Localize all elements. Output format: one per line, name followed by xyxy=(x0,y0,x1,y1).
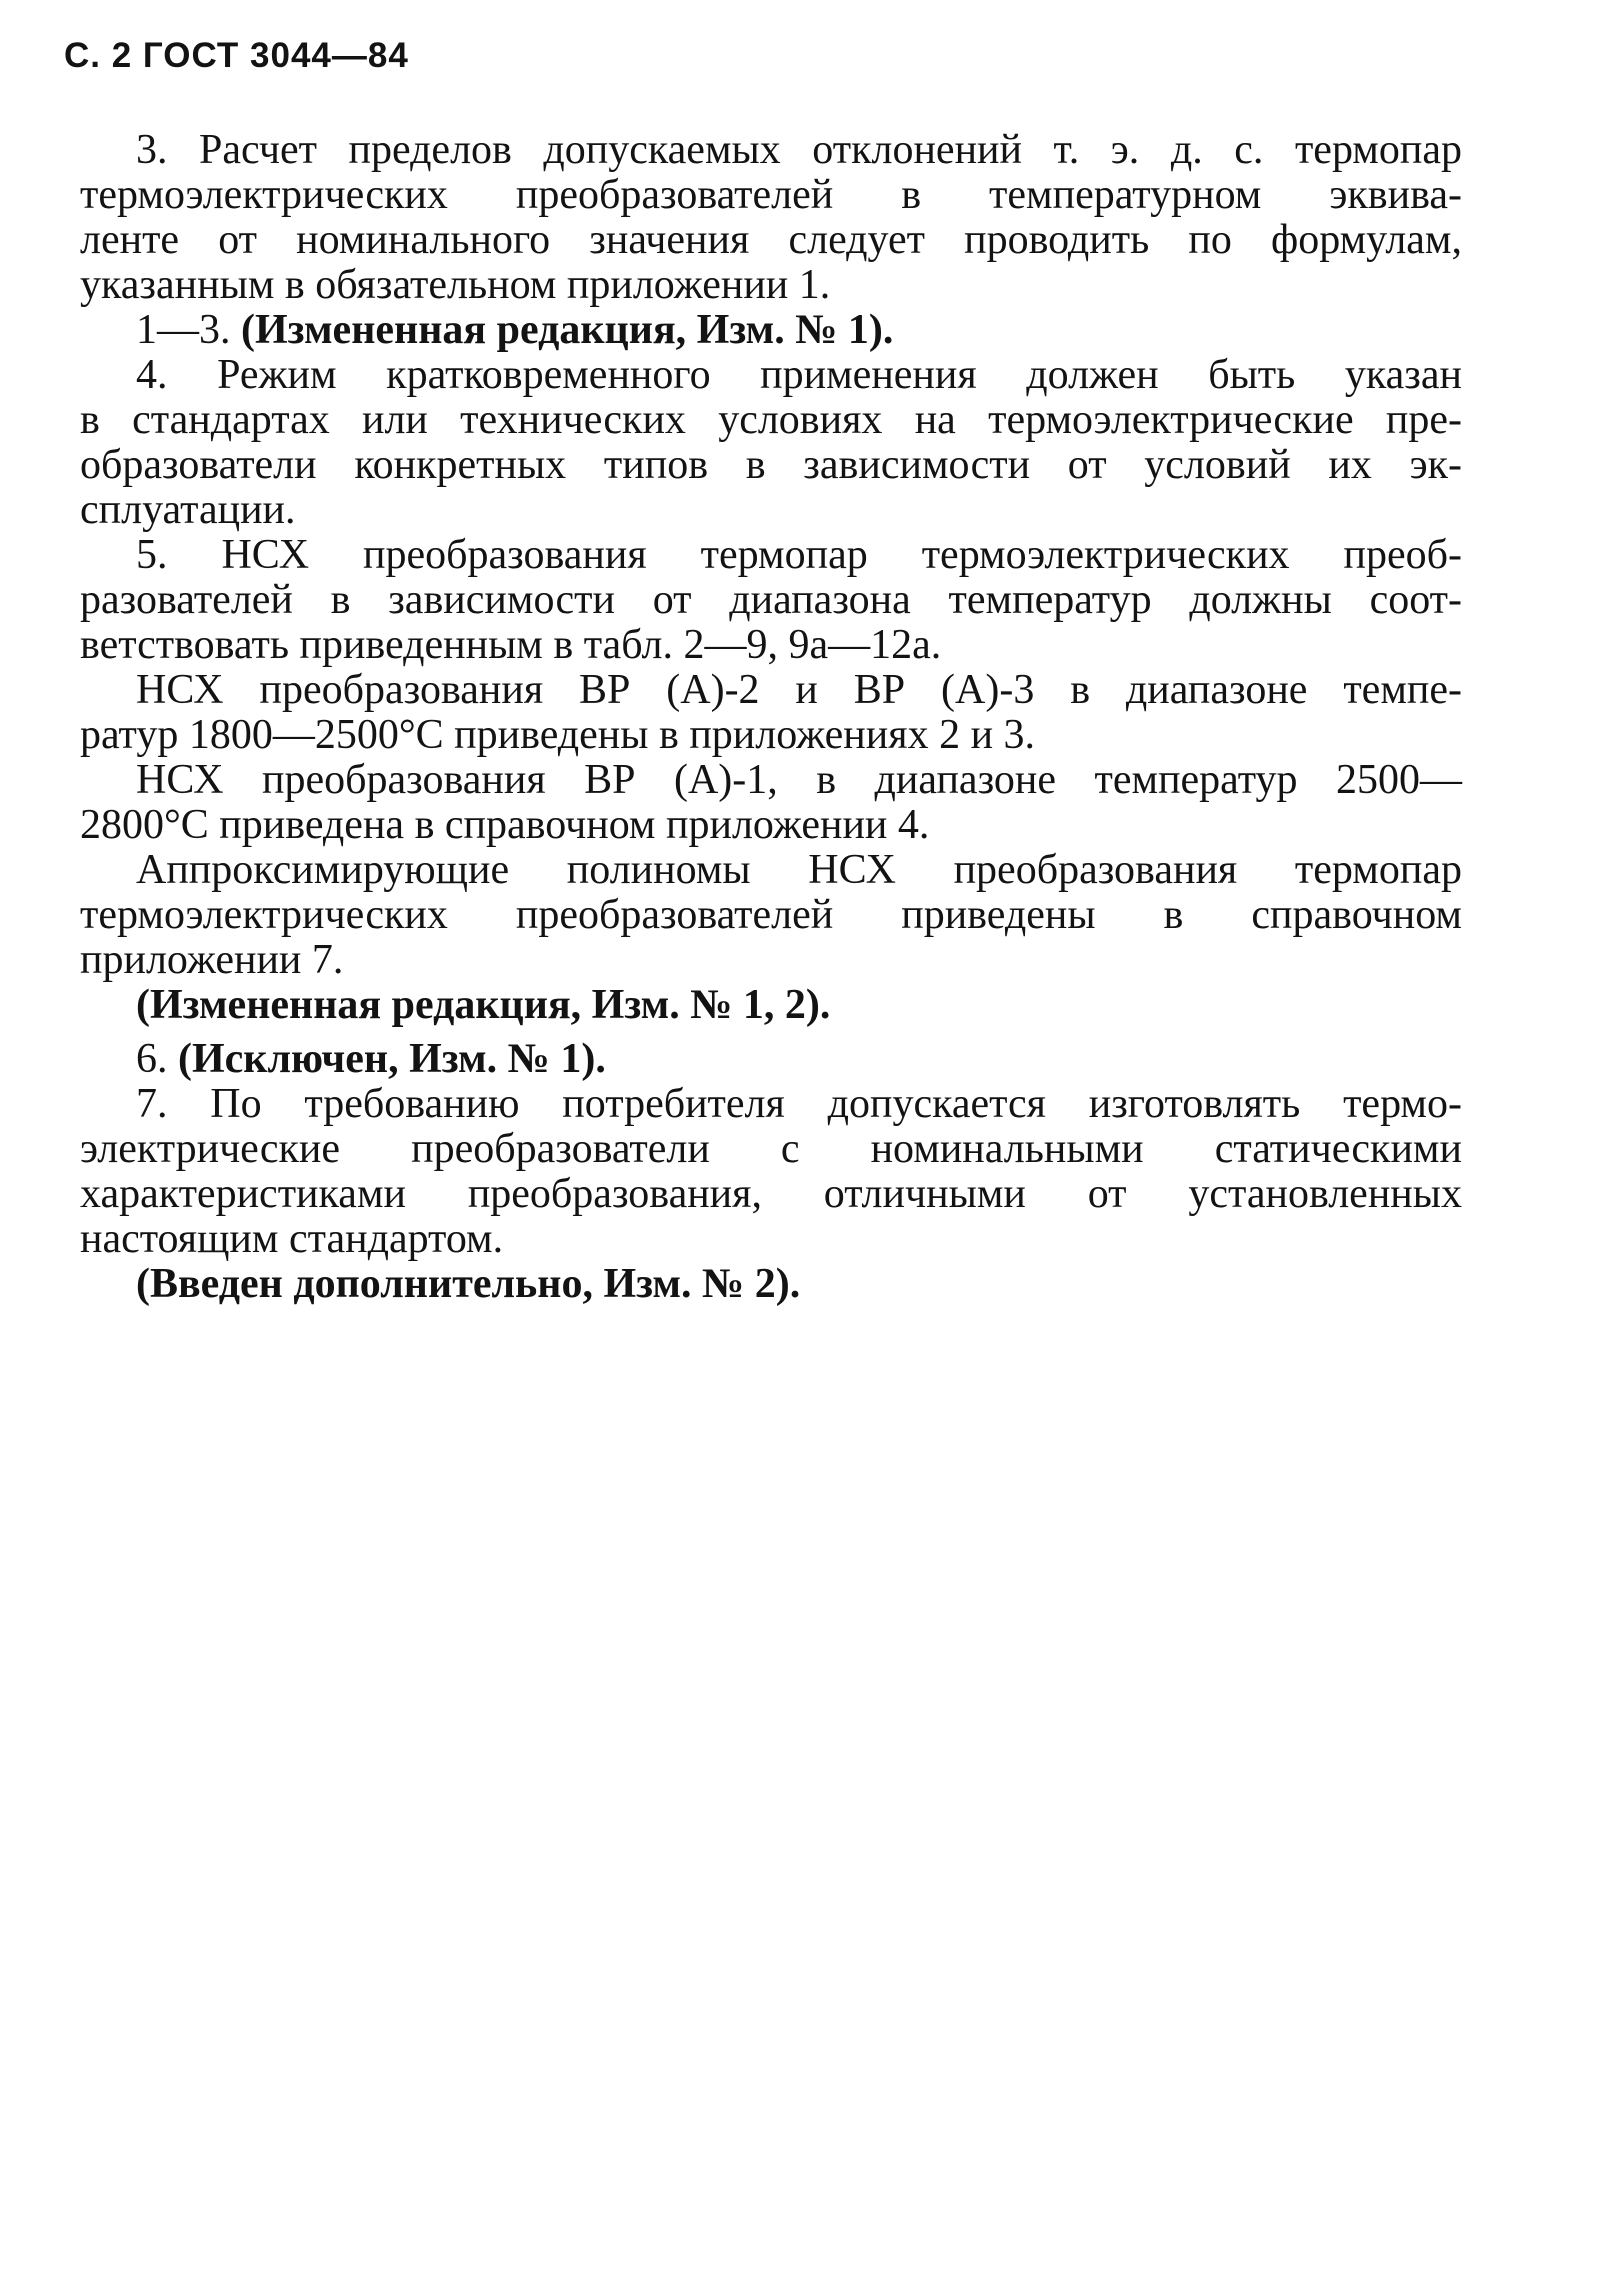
text-line xyxy=(80,173,1462,218)
text-segment: термоэлектрических преобразователей в температурном эквива- xyxy=(80,172,1462,218)
text-line xyxy=(80,353,1462,398)
text-segment: (Измененная редакция, Изм. № 1, 2). xyxy=(136,982,831,1028)
text-segment: настоящим стандартом. xyxy=(80,1216,504,1262)
paragraph-clause-3 xyxy=(80,128,1462,308)
paragraph-clause-5-amendment xyxy=(80,983,1462,1028)
text-segment: сплуатации. xyxy=(80,487,296,533)
text-line xyxy=(80,848,1462,893)
paragraph-clause-5-polynomials xyxy=(80,848,1462,983)
text-segment: 4. Режим кратковременного применения должен быть указан xyxy=(136,352,1462,398)
text-segment: термоэлектрических преобразователей приведены в справочном xyxy=(80,892,1462,938)
text-segment: (Введен дополнительно, Изм. № 2). xyxy=(136,1261,801,1307)
text-segment: 1—3. xyxy=(136,307,241,353)
text-segment: характеристиками преобразования, отличными от установленных xyxy=(80,1171,1462,1217)
text-segment: ратур 1800—2500°С приведены в приложениях 2 и 3. xyxy=(80,712,1036,758)
text-segment: приложении 7. xyxy=(80,937,344,983)
text-segment: Аппроксимирующие полиномы НСХ преобразования термопар xyxy=(136,847,1462,893)
paragraph-clause-7-amendment xyxy=(80,1262,1462,1307)
text-segment: 3. Расчет пределов допускаемых отклонений т. э. д. с. термопар xyxy=(136,127,1462,173)
text-segment: НСХ преобразования ВР (А)-1, в диапазоне температур 2500— xyxy=(136,757,1462,803)
text-line xyxy=(80,758,1462,803)
text-line xyxy=(80,1037,1462,1082)
paragraph-clauses-1-3-amendment xyxy=(80,308,1462,353)
text-line xyxy=(80,218,1462,263)
text-line xyxy=(80,1127,1462,1172)
text-line xyxy=(80,1262,1462,1307)
text-segment: указанным в обязательном приложении 1. xyxy=(80,262,831,308)
paragraph-clause-6 xyxy=(80,1037,1462,1082)
text-segment: 2800°С приведена в справочном приложении 4. xyxy=(80,802,930,848)
text-line xyxy=(80,1172,1462,1217)
text-line xyxy=(80,398,1462,443)
text-line xyxy=(80,1082,1462,1127)
text-segment: в стандартах или технических условиях на термоэлектрические пре- xyxy=(80,397,1462,443)
text-segment: 7. По требованию потребителя допускается изготовлять термо- xyxy=(136,1081,1462,1127)
paragraph-clause-4 xyxy=(80,353,1462,533)
text-segment: 6. xyxy=(136,1036,178,1082)
text-line xyxy=(80,713,1462,758)
paragraph-clause-7 xyxy=(80,1082,1462,1262)
page-header: С. 2 ГОСТ 3044—84 xyxy=(64,36,409,75)
text-line xyxy=(80,938,1462,983)
text-line xyxy=(80,308,1462,353)
bold-text-segment: (Исключен, Изм. № 1). xyxy=(178,1036,606,1082)
text-segment: 5. НСХ преобразования термопар термоэлектрических преоб- xyxy=(136,532,1462,578)
text-segment: разователей в зависимости от диапазона температур должны соот- xyxy=(80,577,1462,623)
paragraph-clause-5-nsh-vr1 xyxy=(80,758,1462,848)
text-line xyxy=(80,128,1462,173)
text-line xyxy=(80,533,1462,578)
text-segment: ленте от номинального значения следует проводить по формулам, xyxy=(80,217,1462,263)
text-line xyxy=(80,803,1462,848)
text-line xyxy=(80,443,1462,488)
document-body xyxy=(80,128,1462,1307)
text-line xyxy=(80,983,1462,1028)
text-line xyxy=(80,1217,1462,1262)
text-line xyxy=(80,488,1462,533)
text-segment: ветствовать приведенным в табл. 2—9, 9а—12а. xyxy=(80,622,942,668)
text-segment: образователи конкретных типов в зависимости от условий их эк- xyxy=(80,442,1462,488)
text-segment: электрические преобразователи с номинальными статическими xyxy=(80,1126,1462,1172)
text-line xyxy=(80,263,1462,308)
text-line xyxy=(80,623,1462,668)
text-line xyxy=(80,668,1462,713)
paragraph-clause-5-nsh-vr2-vr3 xyxy=(80,668,1462,758)
text-line xyxy=(80,893,1462,938)
bold-text-segment: (Измененная редакция, Изм. № 1). xyxy=(241,307,894,353)
text-line xyxy=(80,578,1462,623)
text-segment: НСХ преобразования ВР (А)-2 и ВР (А)-3 в диапазоне темпе- xyxy=(136,667,1462,713)
paragraph-clause-5 xyxy=(80,533,1462,668)
